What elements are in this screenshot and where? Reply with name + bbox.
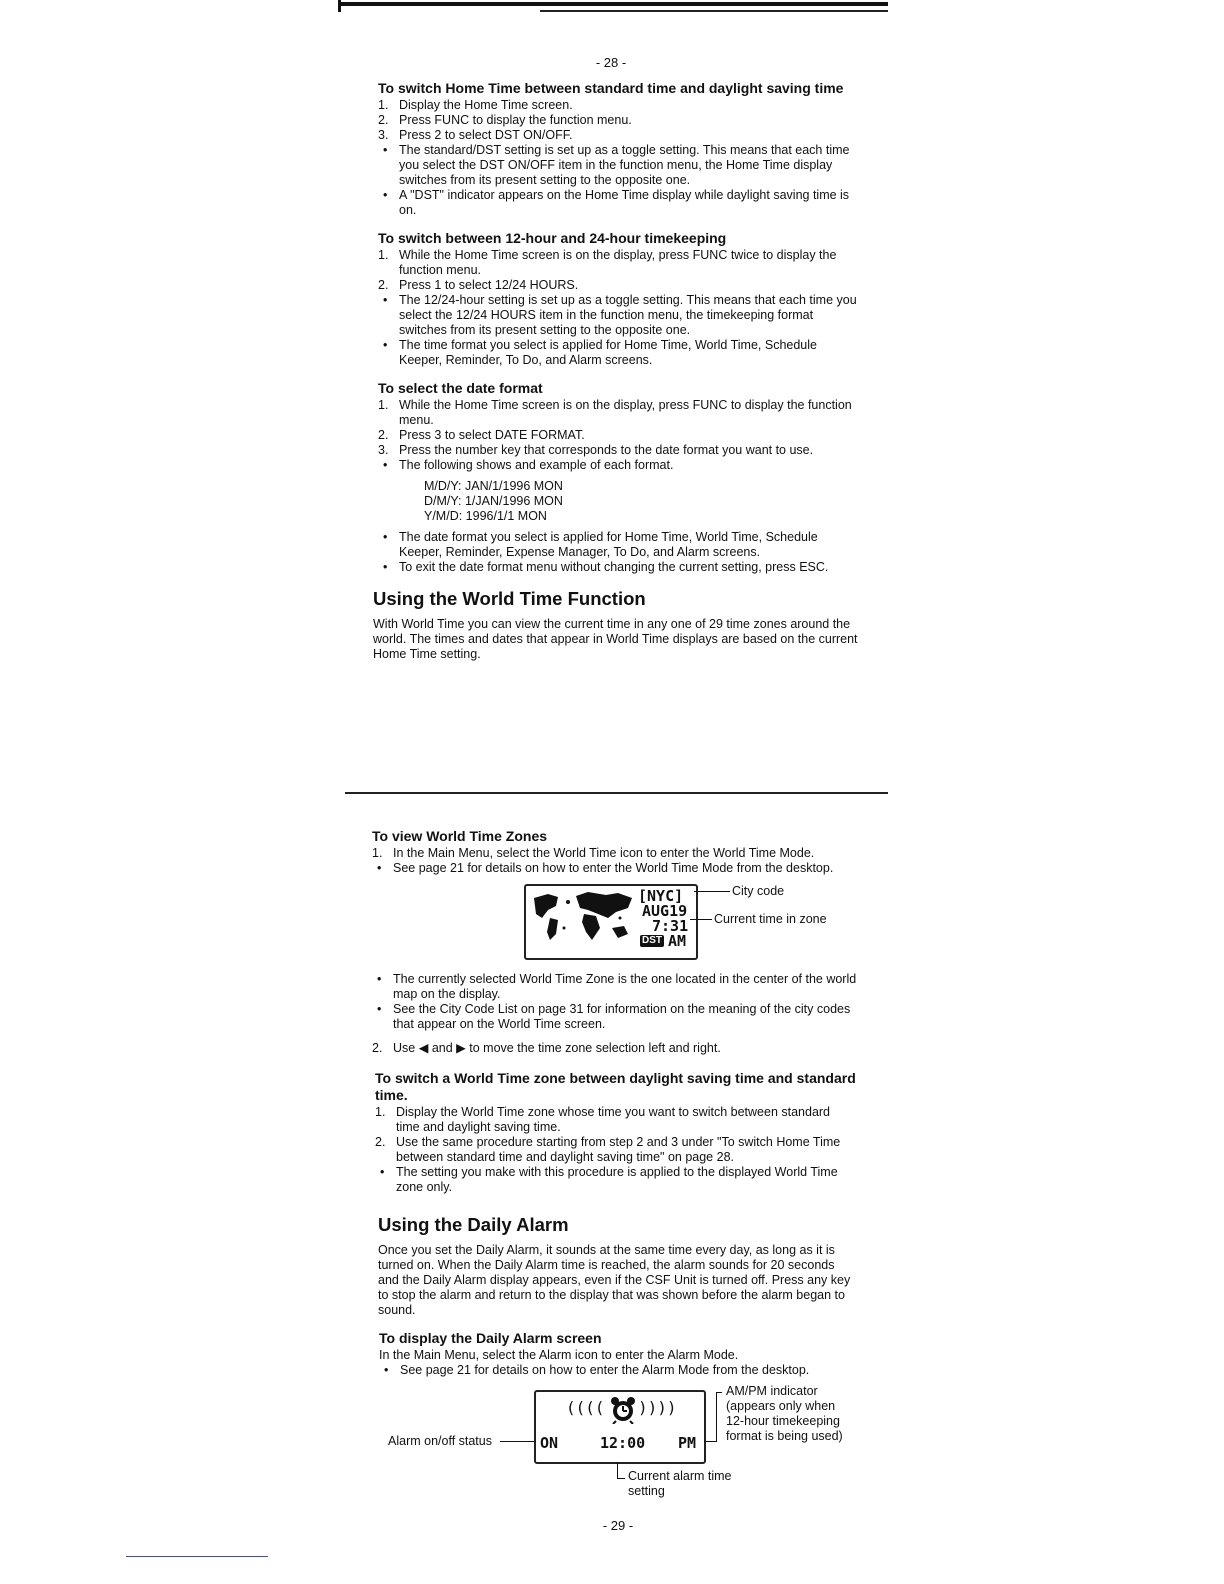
bullet-note	[379, 1363, 857, 1378]
alarm-time-leader-horizontal	[617, 1478, 625, 1479]
ampm-bracket-top	[716, 1392, 722, 1393]
bullet-note	[378, 338, 863, 368]
lcd-city-code: [NYC]	[638, 887, 684, 905]
bullet-text: The setting you make with this procedure is applied to the displayed World Time zone only.	[396, 1165, 838, 1194]
display-alarm-notes	[379, 1363, 857, 1378]
step-2-arrows	[372, 1041, 857, 1056]
step-marker: 2.	[378, 278, 389, 292]
view-zones-heading: To view World Time Zones	[372, 828, 548, 844]
date-format-example: Y/M/D: 1996/1/1 MON	[424, 509, 547, 523]
city-code-leader	[694, 891, 730, 892]
bullet-text: The date format you select is applied for Home Time, World Time, Schedule Keeper, Reminder, Expense Manager, To Do, and Alarm screens.	[399, 530, 818, 559]
bullet-note	[378, 188, 863, 218]
lcd-alarm-pm: PM	[678, 1434, 697, 1452]
lcd-waves-left: ((((	[566, 1398, 605, 1417]
step-marker: 1.	[378, 398, 389, 412]
date-format-examples	[378, 479, 863, 524]
daily-alarm-heading: Using the Daily Alarm	[378, 1214, 569, 1235]
step-marker: 3.	[378, 128, 389, 142]
step-text: Display the World Time zone whose time you want to switch between standard time and daylight saving time.	[396, 1105, 831, 1134]
bullet-marker: •	[377, 972, 382, 986]
section-heading: To select the date format	[378, 380, 543, 396]
page-divider	[345, 792, 888, 794]
switch-zone-steps	[375, 1105, 857, 1195]
page-29-column-top	[372, 828, 857, 876]
numbered-step	[372, 846, 857, 861]
ampm-callout-line: format is being used)	[726, 1429, 843, 1443]
lcd-alarm-on: ON	[540, 1434, 559, 1452]
bullet-text: The time format you select is applied for Home Time, World Time, Schedule Keeper, Reminder, To Do, and Alarm screens.	[399, 338, 817, 367]
alarm-clock-icon	[610, 1396, 636, 1424]
lcd-alarm-time: 12:00	[600, 1434, 646, 1452]
alarm-time-callout	[628, 1469, 732, 1499]
bullet-note	[378, 293, 863, 338]
numbered-step	[378, 128, 863, 143]
right-arrow-icon: ▶	[456, 1041, 466, 1055]
world-time-intro: With World Time you can view the current time in any one of 29 time zones around the world. The times and dates that appear in World Time displays are based on the current Home Time setting.	[373, 617, 858, 661]
bullet-text: The currently selected World Time Zone is the one located in the center of the world map on the display.	[393, 972, 857, 1001]
ampm-callout-line: 12-hour timekeeping	[726, 1414, 840, 1428]
step-marker: 2.	[378, 113, 389, 127]
page-29-column-mid	[372, 972, 857, 1378]
numbered-step	[378, 248, 863, 278]
step-marker: 1.	[378, 248, 389, 262]
lcd-ampm: AM	[668, 932, 687, 950]
switch-zone-heading: To switch a World Time zone between daylight saving time and standard time.	[375, 1070, 856, 1103]
bullet-text: See page 21 for details on how to enter the Alarm Mode from the desktop.	[400, 1363, 810, 1377]
bullet-note	[375, 1165, 857, 1195]
bullet-marker: •	[380, 1165, 385, 1179]
page-number-28: - 28 -	[595, 55, 627, 70]
step-text: Display the Home Time screen.	[399, 98, 573, 112]
city-code-callout: City code	[732, 884, 785, 898]
section-heading: To switch Home Time between standard time and daylight saving time	[378, 80, 844, 96]
left-arrow-icon: ◀	[418, 1041, 429, 1055]
date-format-example: M/D/Y: JAN/1/1996 MON	[424, 479, 563, 493]
step-text: Press FUNC to display the function menu.	[399, 113, 632, 127]
bullet-marker: •	[384, 1363, 389, 1377]
step-2-text-mid: and	[431, 1041, 453, 1055]
step-text: Press 2 to select DST ON/OFF.	[399, 128, 573, 142]
bullet-marker: •	[377, 1002, 382, 1016]
page-28-sections	[378, 80, 863, 575]
daily-alarm-intro: Once you set the Daily Alarm, it sounds at the same time every day, as long as it is turned on. When the Daily Alarm time is reached, the alarm sounds for 20 seconds and the Daily Alarm display appears, even if the CSF Unit is turned off. Press any key to stop the alarm and return to the display that was shown before the alarm began to sound.	[378, 1243, 851, 1317]
lcd-date: AUG19	[642, 902, 688, 920]
step-2-text-post: to move the time zone selection left and right.	[469, 1041, 721, 1055]
page-28-column	[373, 80, 863, 662]
bullet-marker: •	[383, 293, 388, 307]
bullet-note	[372, 1002, 857, 1032]
bullet-marker: •	[383, 143, 388, 157]
step-text: While the Home Time screen is on the display, press FUNC to display the function menu.	[399, 398, 852, 427]
step-marker: 2.	[378, 428, 389, 442]
step-marker: 2.	[372, 1041, 383, 1055]
step-text: Press 3 to select DATE FORMAT.	[399, 428, 585, 442]
step-marker: 3.	[378, 443, 389, 457]
bullet-marker: •	[377, 861, 382, 875]
numbered-step	[378, 398, 863, 428]
step-2-text-pre: Use	[393, 1041, 416, 1055]
step-text: Press the number key that corresponds to the date format you want to use.	[399, 443, 814, 457]
step-marker: 1.	[375, 1105, 386, 1119]
step-text: While the Home Time screen is on the display, press FUNC twice to display the function menu.	[399, 248, 837, 277]
numbered-step	[375, 1105, 857, 1135]
current-time-callout: Current time in zone	[714, 912, 827, 926]
bullet-marker: •	[383, 338, 388, 352]
date-format-example: D/M/Y: 1/JAN/1996 MON	[424, 494, 563, 508]
alarm-time-callout-line: setting	[628, 1484, 665, 1498]
top-rule-thin	[540, 10, 888, 12]
numbered-step	[378, 443, 863, 458]
display-alarm-heading: To display the Daily Alarm screen	[379, 1330, 602, 1346]
current-time-leader	[690, 919, 712, 920]
bullet-note	[372, 861, 857, 876]
world-time-heading: Using the World Time Function	[373, 588, 646, 609]
lcd-dst-indicator: DST	[642, 935, 662, 946]
numbered-step	[378, 98, 863, 113]
bottom-rule	[126, 1556, 268, 1557]
ampm-callout-line: AM/PM indicator	[726, 1384, 818, 1398]
world-time-lcd	[524, 884, 698, 960]
numbered-step	[378, 278, 863, 293]
bullet-text: The following shows and example of each format.	[399, 458, 674, 472]
bullet-text: See the City Code List on page 31 for information on the meaning of the city codes that appear on the World Time screen.	[393, 1002, 851, 1031]
display-alarm-intro: In the Main Menu, select the Alarm icon to enter the Alarm Mode.	[379, 1348, 739, 1362]
bullet-text: The 12/24-hour setting is set up as a toggle setting. This means that each time you select the 12/24 HOURS item in the function menu, the timekeeping format switches from its present setting to the opposite one.	[399, 293, 857, 337]
bullet-text: The standard/DST setting is set up as a toggle setting. This means that each time you select the DST ON/OFF item in the function menu, the Home Time display switches from its present setting to the opposite one.	[399, 143, 850, 187]
ampm-callout	[726, 1384, 856, 1444]
alarm-status-leader	[500, 1441, 536, 1442]
bullet-note	[378, 560, 863, 575]
numbered-step	[378, 113, 863, 128]
view-zones-notes	[372, 972, 857, 1032]
bullet-marker: •	[383, 458, 388, 472]
lcd-waves-right: ))))	[638, 1398, 677, 1417]
world-map-graphic	[528, 888, 638, 954]
bullet-note	[378, 530, 863, 560]
bullet-marker: •	[383, 530, 388, 544]
step-marker: 2.	[375, 1135, 386, 1149]
alarm-time-callout-line: Current alarm time	[628, 1469, 732, 1483]
bullet-marker: •	[383, 188, 388, 202]
step-text: Use the same procedure starting from step 2 and 3 under "To switch Home Time between standard time and daylight saving time" on page 28.	[396, 1135, 841, 1164]
section-heading: To switch between 12-hour and 24-hour timekeeping	[378, 230, 727, 246]
ampm-bracket-bottom	[704, 1441, 717, 1442]
numbered-step	[375, 1135, 857, 1165]
bullet-text: A "DST" indicator appears on the Home Time display while daylight saving time is on.	[399, 188, 850, 217]
bullet-note	[372, 972, 857, 1002]
lcd-time: 7:31	[652, 917, 689, 935]
bullet-note	[378, 143, 863, 188]
step-text: In the Main Menu, select the World Time icon to enter the World Time Mode.	[393, 846, 815, 860]
bullet-marker: •	[383, 560, 388, 574]
view-zones-steps	[372, 846, 857, 876]
bullet-text: To exit the date format menu without changing the current setting, press ESC.	[399, 560, 829, 574]
step-text: Press 1 to select 12/24 HOURS.	[399, 278, 579, 292]
ampm-callout-line: (appears only when	[726, 1399, 836, 1413]
bullet-note	[378, 458, 863, 473]
numbered-step	[378, 428, 863, 443]
alarm-status-callout: Alarm on/off status	[388, 1434, 492, 1448]
step-marker: 1.	[378, 98, 389, 112]
top-rule	[338, 2, 888, 6]
ampm-bracket-vertical	[716, 1392, 717, 1442]
alarm-time-leader-vertical	[617, 1462, 618, 1478]
page-number-29: - 29 -	[602, 1518, 634, 1533]
step-marker: 1.	[372, 846, 383, 860]
bullet-text: See page 21 for details on how to enter the World Time Mode from the desktop.	[393, 861, 834, 875]
daily-alarm-lcd	[534, 1390, 706, 1464]
